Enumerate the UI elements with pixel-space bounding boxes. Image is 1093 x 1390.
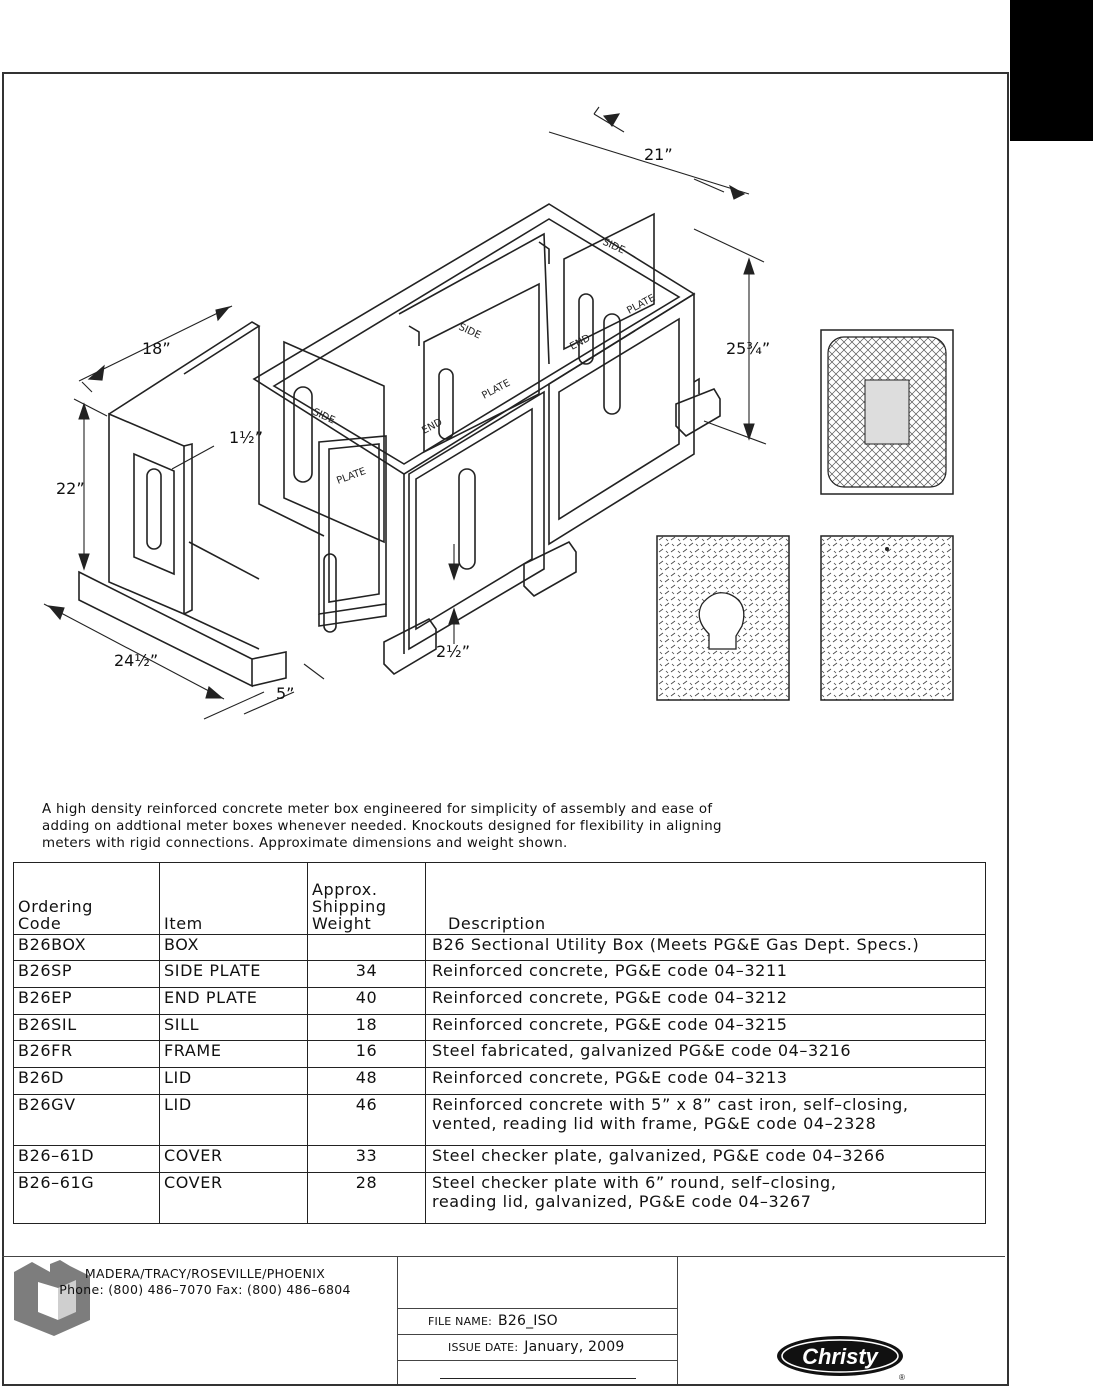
locations-text: MADERA/TRACY/ROSEVILLE/PHOENIX [84,1266,326,1281]
label-plate-2: PLATE [480,377,513,402]
sill-foot-1 [384,619,436,674]
label-side-3: SIDE [600,236,627,257]
header-weight: Approx. Shipping Weight [308,863,426,935]
description-line: Reinforced concrete, PG&E code 04–3211 [432,961,788,981]
titleblock-divider [397,1360,677,1361]
dim-21: 21” [644,145,673,164]
description-line: B26 Sectional Utility Box (Meets PG&E Gas Dept. Specs.) [432,934,920,954]
isometric-drawing [4,74,1007,794]
header-ordering-code: Ordering Code [14,863,160,935]
top-edge [109,322,259,414]
meter-box-assembly [79,204,720,686]
file-name-label: FILE NAME: [428,1315,493,1328]
description-line: Reinforced concrete, PG&E code 04–3215 [432,1014,788,1034]
description-line: vented, reading lid with frame, PG&E code 04–2328 [432,1113,877,1133]
label-side-1: SIDE [310,406,337,427]
table-header-row [14,863,986,935]
table-row [14,961,986,988]
issue-date-label: ISSUE DATE: [448,1341,519,1354]
description-cell [426,1041,986,1068]
description-line: meters with rigid connections. Approximate dimensions and weight shown. [42,836,568,851]
table-row [14,988,986,1015]
item-cell: LID [160,1068,308,1095]
table-row [14,1094,986,1145]
side-knockout [294,387,312,482]
checker-plate-round-lid-view [657,536,789,700]
item-cell: END PLATE [160,988,308,1015]
table-row [14,1041,986,1068]
description-line: Steel checker plate, galvanized, PG&E code 04–3266 [432,1145,886,1165]
label-end-1: END [420,416,445,437]
dim-1-5: 1½” [229,428,263,447]
table-row [14,1172,986,1223]
code-cell: B26FR [14,1041,160,1068]
description-cell [426,934,986,961]
checker-plate-view [821,536,953,700]
label-plate-3: PLATE [625,292,658,317]
table-row [14,1014,986,1041]
issue-date-value: January, 2009 [524,1339,625,1355]
code-cell: B26EP [14,988,160,1015]
weight-cell: 33 [308,1145,426,1172]
company-contact [40,1266,370,1298]
description-cell [426,1094,986,1145]
description-cell [426,1014,986,1041]
weight-cell: 48 [308,1068,426,1095]
christy-brand-logo [775,1334,915,1382]
sill-foot-3 [676,389,720,436]
description-cell [426,1068,986,1095]
dim-2-5: 2½” [436,642,470,661]
item-cell: SIDE PLATE [160,961,308,988]
label-side-2: SIDE [456,321,483,342]
description-line: adding on addtional meter boxes whenever needed. Knockouts designed for flexibility in aligning [42,819,722,834]
description-cell [426,988,986,1015]
product-table [13,862,986,1224]
signature-line [440,1378,636,1379]
label-end-2: END [568,332,593,353]
titleblock-divider [2,1256,1005,1257]
left-sill [79,572,252,686]
code-cell: B26–61G [14,1172,160,1223]
dim-25-75: 25¾” [726,339,771,358]
item-cell: COVER [160,1172,308,1223]
description-line: reading lid, galvanized, PG&E code 04–3267 [432,1191,812,1211]
dim-24-5: 24½” [114,651,159,670]
code-cell: B26SP [14,961,160,988]
concrete-lid-view [821,330,953,494]
registered-mark: ® [899,1373,905,1382]
titleblock-divider [397,1256,398,1384]
table-body [14,934,986,1223]
weight-cell [308,934,426,961]
item-cell: BOX [160,934,308,961]
corner-tab [1010,0,1093,141]
description-line: Reinforced concrete with 5” x 8” cast iron, self–closing, [432,1094,909,1114]
description-line: Steel checker plate with 6” round, self–closing, [432,1172,837,1192]
description-cell [426,1145,986,1172]
header-item: Item [160,863,308,935]
titleblock-divider [677,1256,678,1384]
description-line: Reinforced concrete, PG&E code 04–3213 [432,1068,788,1088]
phone-text: Phone: (800) 486–7070 Fax: (800) 486–6804 [59,1282,351,1297]
weight-cell: 46 [308,1094,426,1145]
item-cell: LID [160,1094,308,1145]
issue-date-field [448,1339,624,1355]
code-cell: B26BOX [14,934,160,961]
titleblock-divider [397,1308,677,1309]
weight-cell: 28 [308,1172,426,1223]
part-labels [311,237,657,487]
weight-cell: 18 [308,1014,426,1041]
dim-5: 5” [276,684,295,703]
description-line: A high density reinforced concrete meter box engineered for simplicity of assembly and ease of [42,802,713,817]
label-plate-1: PLATE [335,466,368,487]
description-cell [426,961,986,988]
description-cell [426,1172,986,1223]
item-cell: SILL [160,1014,308,1041]
product-description [42,801,832,852]
description-line: Reinforced concrete, PG&E code 04–3212 [432,988,788,1008]
item-cell: FRAME [160,1041,308,1068]
dim-18: 18” [142,339,171,358]
table-row [14,934,986,961]
front-knockout [147,469,161,549]
front-plate-recess [134,454,174,574]
weight-cell: 16 [308,1041,426,1068]
code-cell: B26–61D [14,1145,160,1172]
item-cell: COVER [160,1145,308,1172]
weight-cell: 34 [308,961,426,988]
dim-22: 22” [56,479,85,498]
file-name-field [428,1313,558,1329]
code-cell: B26SIL [14,1014,160,1041]
code-cell: B26GV [14,1094,160,1145]
brand-name: Christy [802,1344,878,1369]
code-cell: B26D [14,1068,160,1095]
table-row [14,1145,986,1172]
header-description: Description [426,863,986,935]
titleblock-divider [397,1334,677,1335]
table-row [14,1068,986,1095]
file-name-value: B26_ISO [498,1313,558,1329]
weight-cell: 40 [308,988,426,1015]
description-line: Steel fabricated, galvanized PG&E code 04–3216 [432,1041,852,1061]
